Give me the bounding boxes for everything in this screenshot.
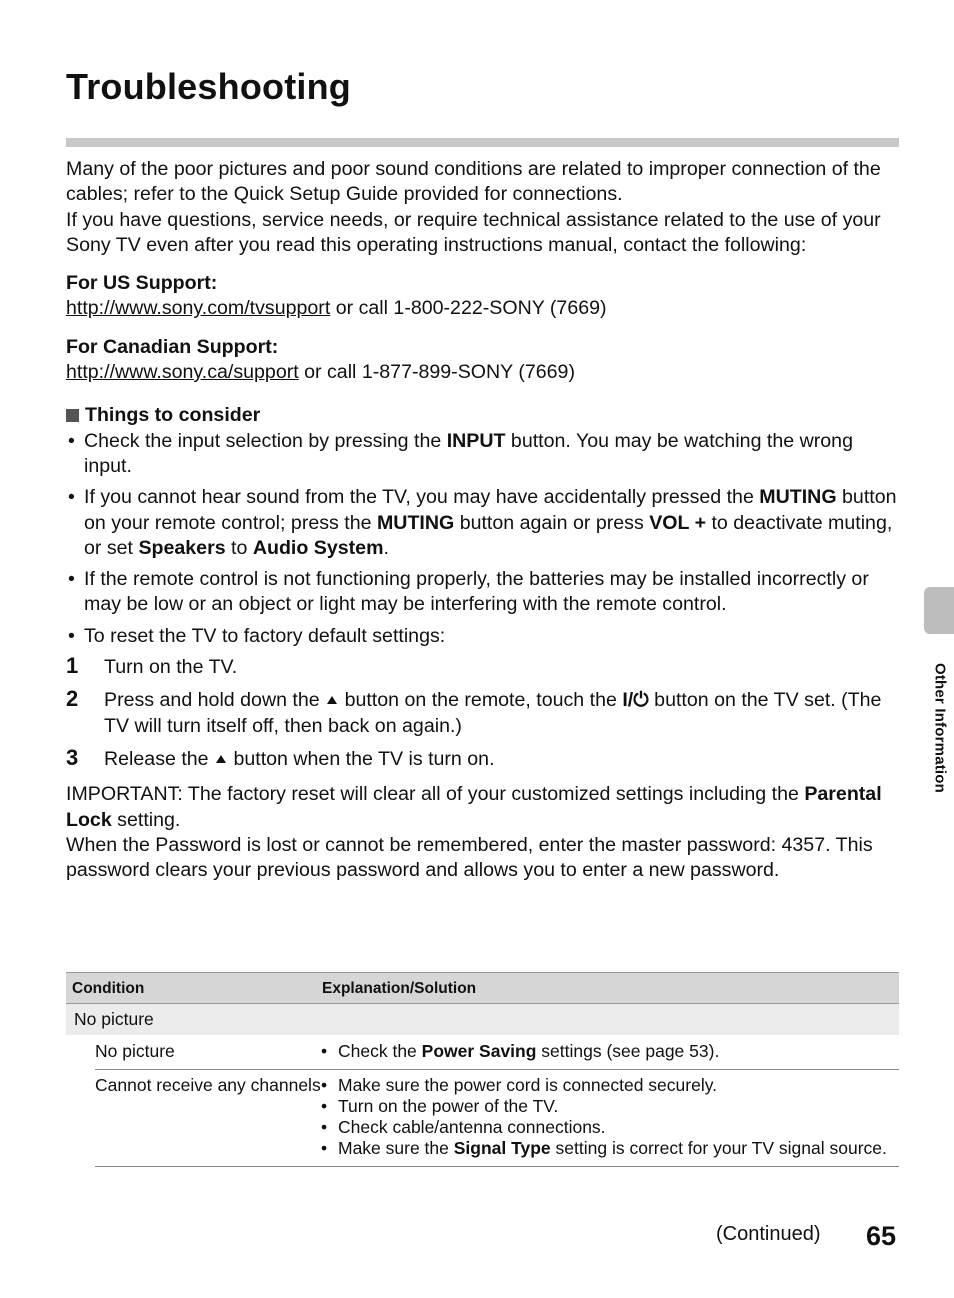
- important-note: IMPORTANT: The factory reset will clear all of your customized settings including the Parental Lock setting.: [66, 783, 882, 831]
- table-row: [95, 1036, 899, 1070]
- ca-support-line: http://www.sony.ca/support or call 1-877-899-SONY (7669): [66, 361, 575, 384]
- continued-label: (Continued): [716, 1223, 821, 1245]
- step-2: 2 Press and hold down the button on the remote, touch the I/⏻ button on the TV set. (The TV will turn itself off, then back on again.): [66, 686, 882, 737]
- things-to-consider-heading: Things to consider: [66, 403, 899, 428]
- us-support-line: http://www.sony.com/tvsupport or call 1-800-222-SONY (7669): [66, 297, 607, 320]
- power-icon: I/⏻: [622, 689, 649, 712]
- main-content: [66, 157, 899, 883]
- ca-support-link[interactable]: http://www.sony.ca/support: [66, 361, 299, 384]
- list-item: • To reset the TV to factory default settings:: [66, 624, 899, 649]
- consider-list: [66, 429, 899, 649]
- table-group-no-picture: No picture: [66, 1004, 899, 1036]
- us-support-link[interactable]: http://www.sony.com/tvsupport: [66, 297, 331, 320]
- reset-steps: [66, 655, 899, 772]
- list-item: • Check the Power Saving settings (see page 53).: [321, 1041, 899, 1062]
- table-row: [95, 1070, 899, 1167]
- list-item: • Check cable/antenna connections.: [321, 1117, 899, 1138]
- us-support-label: For US Support:: [66, 272, 218, 295]
- condition-cell: No picture: [95, 1041, 175, 1061]
- square-bullet-icon: [66, 409, 79, 422]
- list-item: • Check the input selection by pressing the INPUT button. You may be watching the wrong input.: [66, 429, 899, 480]
- list-item: • Turn on the power of the TV.: [321, 1096, 899, 1117]
- intro-paragraph-2: If you have questions, service needs, or require technical assistance related to the use of your Sony TV even after you read this operating instructions manual, contact the following:: [66, 208, 881, 256]
- ca-support-label: For Canadian Support:: [66, 335, 279, 358]
- condition-cell: Cannot receive any channels: [95, 1075, 321, 1095]
- page-title: Troubleshooting: [66, 66, 351, 107]
- page-number: 65: [866, 1221, 897, 1251]
- column-header-condition: Condition: [72, 979, 145, 997]
- section-label: Other Information: [931, 662, 949, 794]
- explanation-cell: [321, 1075, 899, 1159]
- step-1: 1 Turn on the TV.: [66, 653, 238, 679]
- explanation-cell: [321, 1041, 899, 1062]
- up-arrow-icon: [216, 755, 226, 763]
- list-item: • Make sure the power cord is connected securely.: [321, 1075, 899, 1096]
- section-tab: [924, 587, 954, 634]
- list-item: • Make sure the Signal Type setting is correct for your TV signal source.: [321, 1138, 899, 1159]
- troubleshooting-table: [66, 972, 899, 1167]
- up-arrow-icon: [327, 696, 337, 704]
- list-item: • If the remote control is not functioning properly, the batteries may be installed incorrectly or may be low or an object or light may be interfering with the remote control.: [66, 567, 899, 618]
- intro-paragraph-1: Many of the poor pictures and poor sound conditions are related to improper connection of the cables; refer to the Quick Setup Guide provided for connections.: [66, 158, 881, 206]
- master-password-note: When the Password is lost or cannot be remembered, enter the master password: 4357. This password clears your previous password and allows you to enter a new password.: [66, 833, 873, 882]
- table-header: [66, 972, 899, 1004]
- title-rule: [66, 138, 899, 147]
- step-3: 3 Release the button when the TV is turn on.: [66, 744, 495, 770]
- column-header-explanation: Explanation/Solution: [322, 979, 477, 997]
- list-item: • If you cannot hear sound from the TV, you may have accidentally pressed the MUTING button on your remote control; press the MUTING button again or press VOL + to deactivate muting, or set Speakers to Audio System.: [66, 485, 899, 561]
